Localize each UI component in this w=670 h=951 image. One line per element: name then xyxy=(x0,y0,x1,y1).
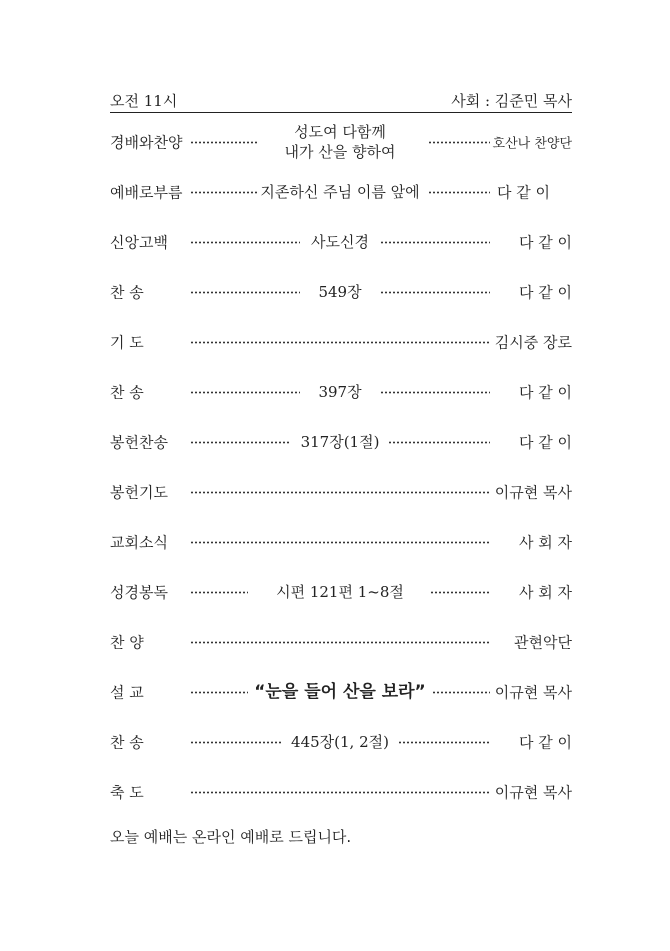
dot-leader xyxy=(190,791,490,794)
order-content xyxy=(285,122,396,162)
order-item-creed xyxy=(110,217,572,267)
order-item-hymn-1 xyxy=(110,267,572,317)
dot-leader xyxy=(190,491,490,494)
order-leader-name: 다 같 이 xyxy=(518,383,572,402)
order-content-line-1: 성도여 다함께 xyxy=(294,123,386,141)
dot-leader xyxy=(380,291,490,294)
dot-leader xyxy=(190,191,258,194)
order-leader-name: 관현악단 xyxy=(514,633,572,652)
dot-leader xyxy=(190,391,300,394)
order-leader-name: 호산나 찬양단 xyxy=(492,136,572,152)
order-content: 397장 xyxy=(318,383,362,401)
sermon-title: “눈을 들어 산을 보라” xyxy=(254,682,426,702)
dot-leader xyxy=(428,191,490,194)
host-name: 사회 : 김준민 목사 xyxy=(451,92,572,110)
order-item-scripture xyxy=(110,567,572,617)
dot-leader xyxy=(190,441,290,444)
order-content: 지존하신 주님 이름 앞에 xyxy=(260,183,420,201)
dot-leader xyxy=(380,241,490,244)
order-label: 찬 송 xyxy=(110,283,144,302)
order-label: 찬 송 xyxy=(110,383,144,402)
order-label: 봉헌찬송 xyxy=(110,433,168,452)
order-label: 봉헌기도 xyxy=(110,483,168,502)
order-leader-name: 다 같 이 xyxy=(518,283,572,302)
order-leader-name: 사 회 자 xyxy=(518,583,572,602)
dot-leader xyxy=(380,391,490,394)
order-label-text: 신앙고백 xyxy=(110,233,168,252)
order-label: 경배와찬양 xyxy=(110,133,183,152)
dot-leader xyxy=(190,641,490,644)
order-item-announcements xyxy=(110,517,572,567)
order-label: 교회소식 xyxy=(110,533,168,552)
order-item-benediction xyxy=(110,767,572,817)
order-label: 설 교 xyxy=(110,683,144,702)
order-item-offertory-prayer xyxy=(110,467,572,517)
order-leader-name: 이규현 목사 xyxy=(494,783,572,802)
dot-leader xyxy=(398,741,490,744)
order-content: 사도신경 xyxy=(311,233,369,251)
order-item-prayer xyxy=(110,317,572,367)
order-item-call-to-worship xyxy=(110,167,572,217)
order-leader-name: 다 같 이 xyxy=(518,233,572,252)
order-content-line-2: 내가 산을 향하여 xyxy=(284,143,396,161)
order-leader-name: 이규현 목사 xyxy=(494,483,572,502)
order-content: 317장(1절) xyxy=(300,433,380,451)
order-item-sermon xyxy=(110,667,572,717)
dot-leader xyxy=(432,691,490,694)
order-item-hymn-2 xyxy=(110,367,572,417)
order-label: 성경봉독 xyxy=(110,583,168,602)
order-content: 445장(1, 2절) xyxy=(291,733,389,751)
dot-leader xyxy=(190,591,248,594)
order-label: 찬 송 xyxy=(110,733,144,752)
order-leader-name xyxy=(497,182,572,203)
order-leader-name: 이규현 목사 xyxy=(494,683,572,702)
order-item-hymn-3 xyxy=(110,717,572,767)
order-leader-name: 다 같 이 xyxy=(518,733,572,752)
header xyxy=(110,88,572,113)
dot-leader xyxy=(190,341,490,344)
dot-leader xyxy=(190,691,248,694)
order-label: 예배로부름 xyxy=(110,183,183,202)
order-label xyxy=(110,232,188,253)
order-item-offertory-hymn xyxy=(110,417,572,467)
order-leader-name: 사 회 자 xyxy=(518,533,572,552)
dot-leader xyxy=(190,241,300,244)
order-leader-name: 다 같 이 xyxy=(518,433,572,452)
dot-leader xyxy=(388,441,490,444)
order-content: 549장 xyxy=(318,283,362,301)
dot-leader xyxy=(190,141,258,144)
order-item-special-music xyxy=(110,617,572,667)
dot-leader xyxy=(428,141,490,144)
order-label: 축 도 xyxy=(110,783,144,802)
order-label: 찬 양 xyxy=(110,633,144,652)
dot-leader xyxy=(190,541,490,544)
order-content: 시편 121편 1~8절 xyxy=(276,583,404,601)
dot-leader xyxy=(430,591,490,594)
order-label: 기 도 xyxy=(110,333,144,352)
dot-leader xyxy=(190,291,300,294)
order-leader-name-text: 다 같 이 xyxy=(497,183,551,202)
online-service-notice: 오늘 예배는 온라인 예배로 드립니다. xyxy=(110,828,352,846)
order-leader-name: 김시중 장로 xyxy=(494,333,572,352)
service-time: 오전 11시 xyxy=(110,92,178,110)
dot-leader xyxy=(190,741,282,744)
order-item-praise xyxy=(110,117,572,167)
